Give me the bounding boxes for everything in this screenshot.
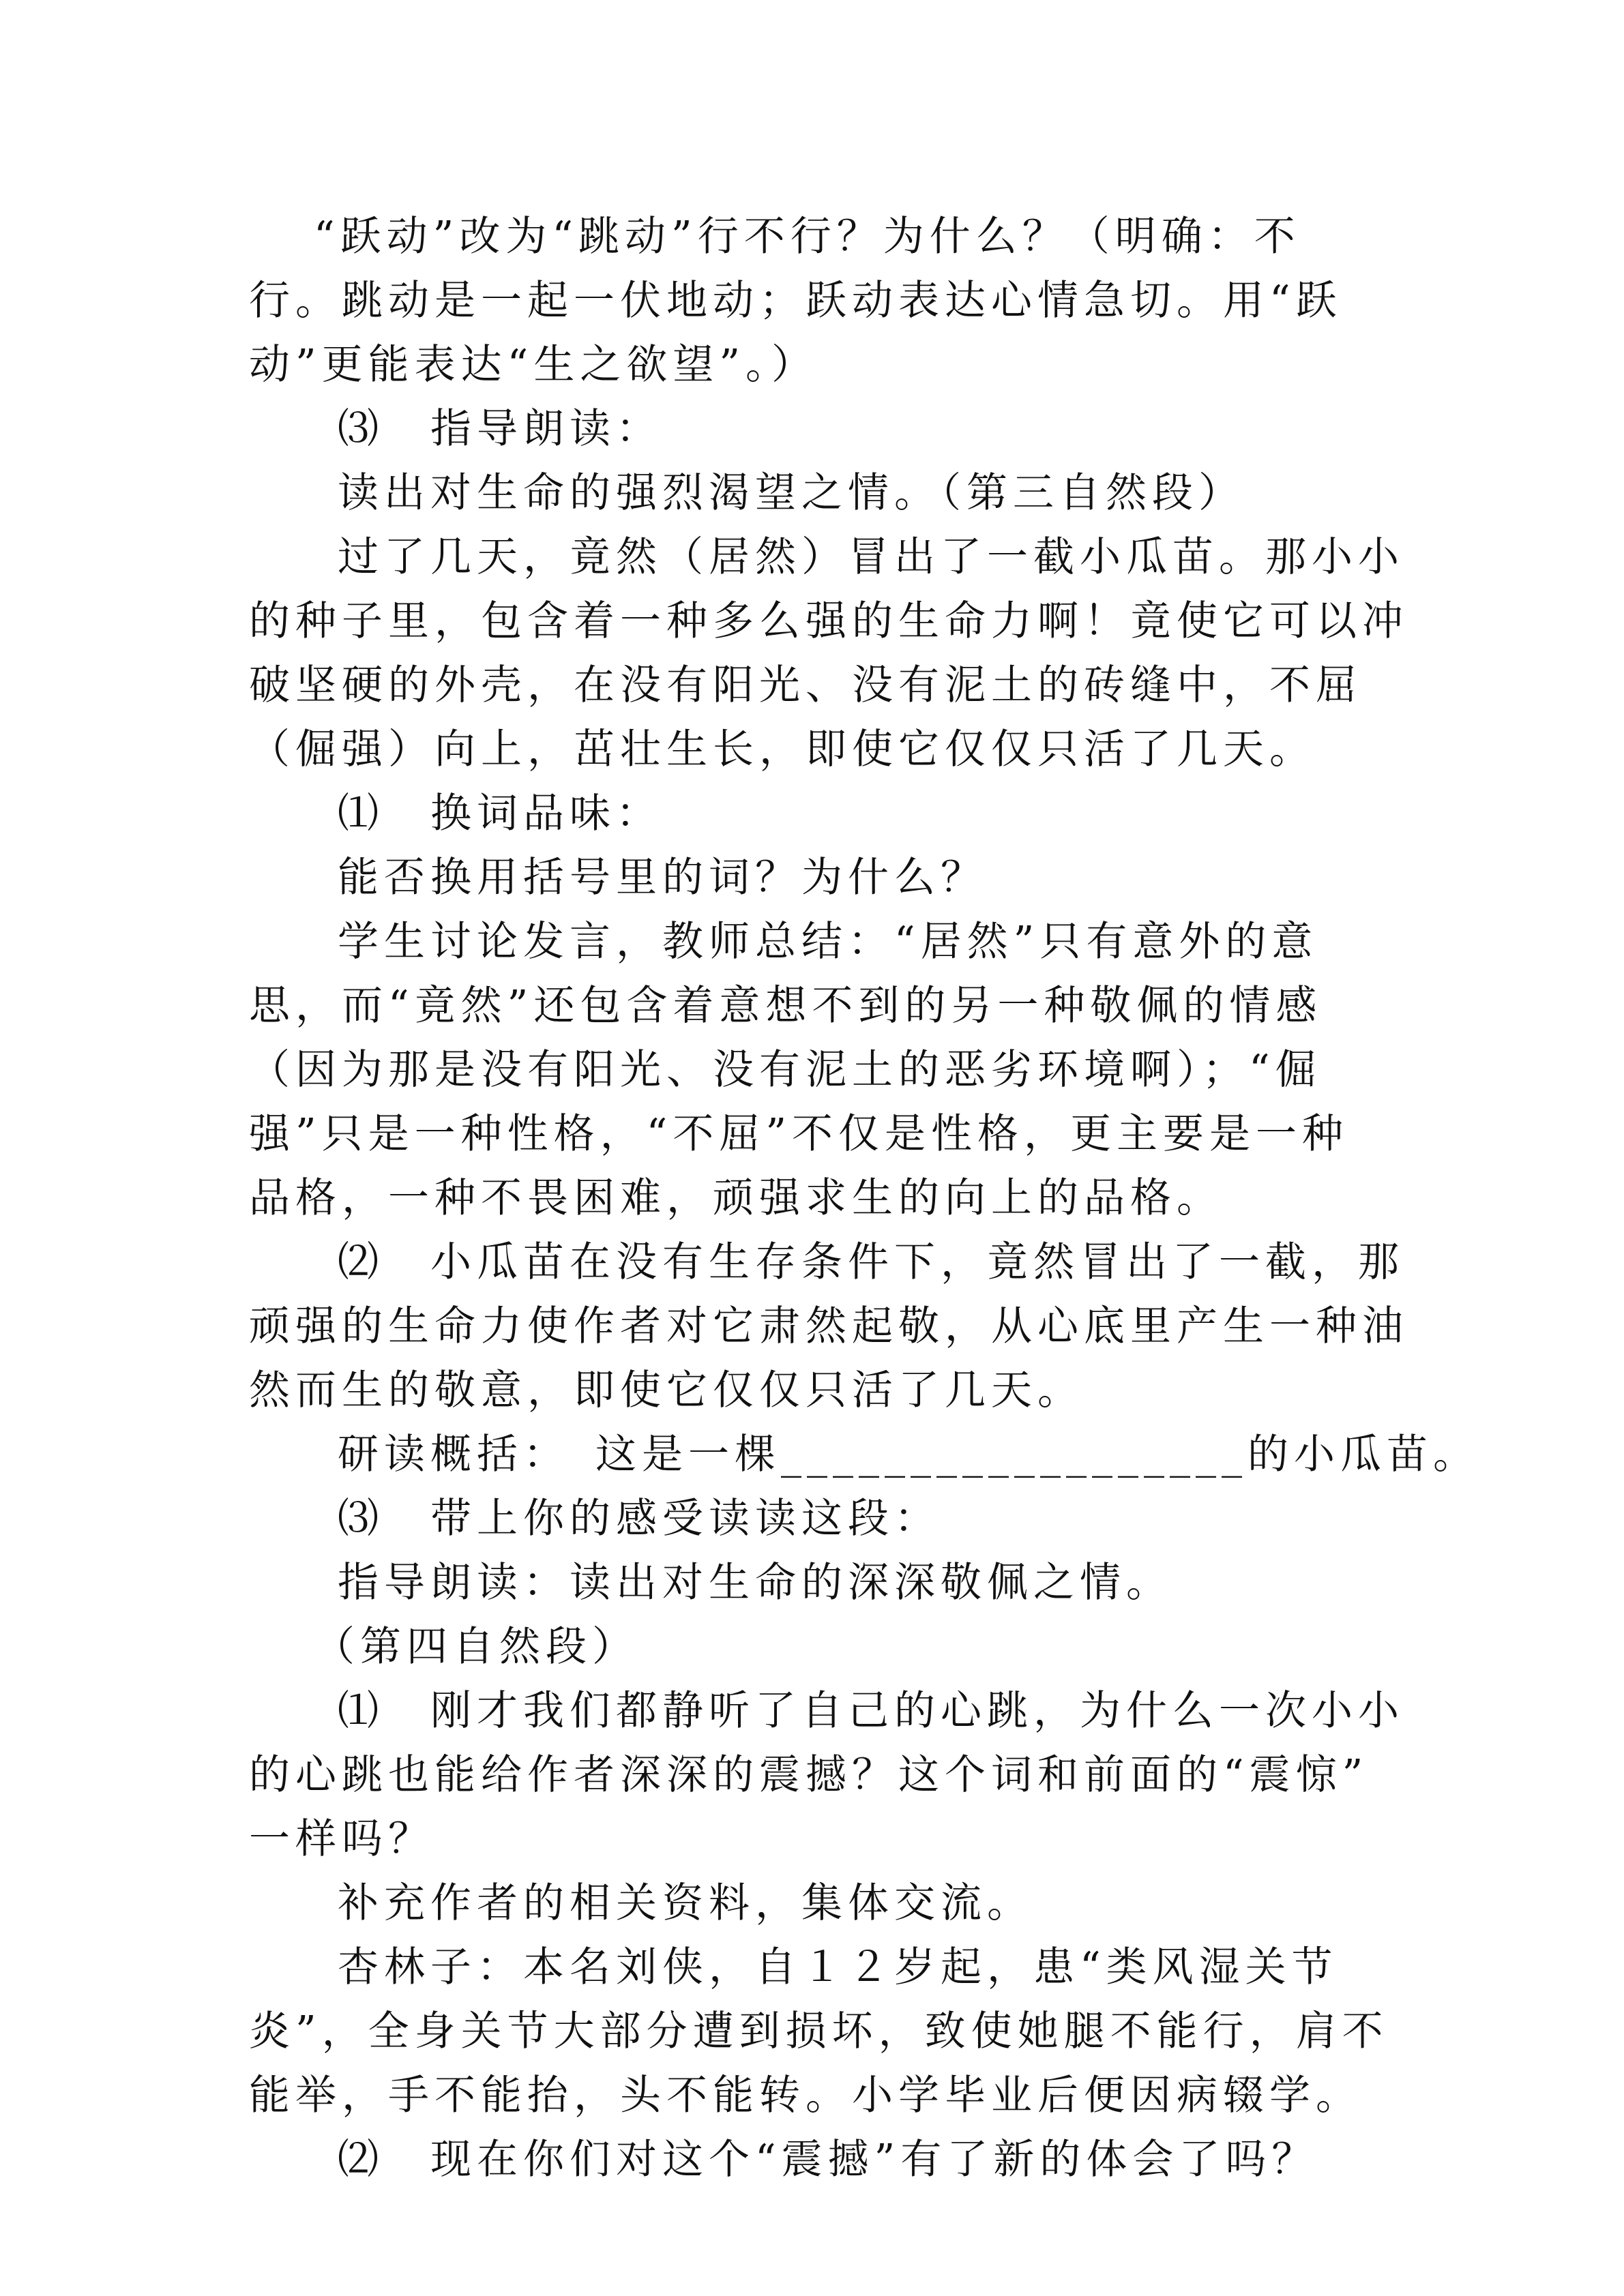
list-item-heading: ⑵ 小瓜苗在没有生存条件下，竟然冒出了一截，那 (338, 1238, 1404, 1286)
paragraph-line: 的种子里，包含着一种多么强的生命力啊！竟使它可以冲 (249, 597, 1408, 645)
list-item-heading: ⑴ 换词品味： (338, 790, 662, 837)
paragraph-line: 强”只是一种性格，“不屈”不仅是性格，更主要是一种 (249, 1110, 1349, 1158)
paragraph-line: 然而生的敬意，即使它仅仅只活了几天。 (249, 1367, 1084, 1414)
document-body (249, 205, 1479, 2192)
paragraph-line: “跃动”改为“跳动”行不行？为什么？（明确：不 (314, 213, 1301, 260)
paragraph-line: 破坚硬的外壳，在没有阳光、没有泥土的砖缝中，不屈 (249, 661, 1362, 709)
paragraph-line: 品格，一种不畏困难，顽强求生的向上的品格。 (249, 1174, 1223, 1222)
list-item-heading: ⑵ 现在你们对这个“震撼”有了新的体会了吗？ (338, 2136, 1318, 2183)
paragraph-line: 炎”，全身关节大部分遭到损坏，致使她腿不能行，肩不 (249, 2008, 1389, 2055)
paragraph-line: 杏林子：本名刘侠，自１２岁起，患“类风湿关节 (338, 1943, 1338, 1991)
paragraph-line: 能举，手不能抬，头不能转。小学毕业后便因病辍学。 (249, 2072, 1362, 2119)
paragraph-line: 能否换用括号里的词？为什么？ (338, 854, 987, 901)
paragraph-line: 顽强的生命力使作者对它肃然起敬，从心底里产生一种油 (249, 1302, 1408, 1350)
list-item-heading: ⑴ 刚才我们都静听了自己的心跳，为什么一次小小 (338, 1687, 1404, 1735)
list-item-heading: ⑶ 指导朗读： (338, 405, 662, 453)
list-item-heading: ⑶ 带上你的感受读读这段： (338, 1495, 941, 1542)
paragraph-line: 学生讨论发言，教师总结：“居然”只有意外的意 (338, 918, 1318, 966)
paragraph-line: 补充作者的相关资料，集体交流。 (338, 1879, 1033, 1927)
paragraph-line: （因为那是没有阳光、没有泥土的恶劣环境啊）；“倔 (249, 1046, 1322, 1094)
fill-in-blank-line: 研读概括： 这是一棵__________________的小瓜苗。 (338, 1431, 1479, 1478)
paragraph-line: 动”更能表达“生之欲望”。） (249, 341, 818, 389)
section-label: （第四自然段） (314, 1623, 638, 1671)
paragraph-line: 思，而“竟然”还包含着意想不到的另一种敬佩的情感 (249, 982, 1323, 1030)
paragraph-line: 行。跳动是一起一伏地动；跃动表达心情急切。用“跃 (249, 277, 1342, 325)
paragraph-line: 过了几天，竟然（居然）冒出了一截小瓜苗。那小小 (338, 533, 1404, 581)
paragraph-line: 读出对生命的强烈渴望之情。（第三自然段） (338, 469, 1245, 517)
paragraph-line: 的心跳也能给作者深深的震撼？这个词和前面的“震惊” (249, 1751, 1369, 1799)
paragraph-line: 指导朗读：读出对生命的深深敬佩之情。 (338, 1559, 1172, 1607)
paragraph-line: （倔强）向上，茁壮生长，即使它仅仅只活了几天。 (249, 726, 1316, 773)
paragraph-line: 一样吗？ (249, 1815, 434, 1863)
